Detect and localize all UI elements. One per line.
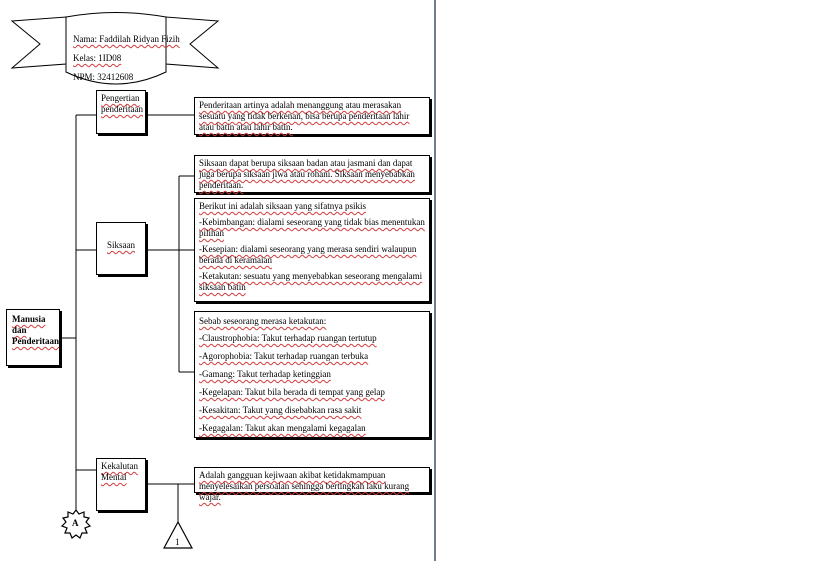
- branch-siksaan-label: Siksaan: [107, 240, 135, 250]
- header-info: [73, 30, 180, 87]
- kekalutan-definition: [194, 467, 430, 502]
- branch-kekalutan: [96, 458, 146, 511]
- workspace-background: [436, 0, 819, 561]
- list-item: -Gamang: Takut terhadap ketinggian: [199, 369, 331, 379]
- list-item: -Agorophobia: Takut terhadap ruangan terbuka: [199, 351, 369, 361]
- branch-siksaan: [96, 222, 146, 275]
- connector-1-label: 1: [175, 537, 180, 547]
- list-item: -Kegelapan: Takut bila berada di tempat yang gelap: [199, 387, 385, 397]
- connector-a-label: A: [72, 518, 79, 528]
- list-item: -Kegagalan: Takut akan mengalami kegagalan: [199, 423, 366, 433]
- psychic-torture-heading: Berikut ini adalah siksaan yang sifatnya psikis: [199, 201, 366, 211]
- fear-causes-heading: Sebab seseorang merasa ketakutan:: [199, 316, 327, 326]
- pengertian-definition: [194, 97, 430, 135]
- psychic-torture-list: [194, 198, 430, 302]
- branch-kekalutan-label: Kekalutan Mental: [101, 461, 138, 482]
- branch-pengertian: [96, 90, 146, 134]
- list-item: -Kebimbangan: dialami seseorang yang tidak bias menentukan pilihan: [199, 217, 425, 238]
- kekalutan-definition-text: Adalah gangguan kejiwaan akibat ketidakmampuan menyelesaikan persoalan sehingga bertingkah laku kurang wajar.: [199, 470, 410, 502]
- list-item: -Kesakitan: Takut yang disebabkan rasa sakit: [199, 405, 362, 415]
- siksaan-definition-text: Siksaan dapat berupa siksaan badan atau jasmani dan dapat juga berupa siksaan jiwa atau rohani. Siksaan menyebabkan penderitaan.: [199, 158, 415, 190]
- student-class: Kelas: 1ID08: [73, 53, 122, 63]
- student-npm: NPM: 32412608: [73, 72, 134, 82]
- pengertian-definition-text: Penderitaan artinya adalah menanggung atau merasakan sesuatu yang tidak berkenan, bisa berupa penderitaan lahir atau batin atau lahir batin.: [199, 100, 410, 132]
- fear-causes-list: [194, 311, 430, 438]
- list-item: -Claustrophobia: Takut terhadap ruangan tertutup: [199, 333, 377, 343]
- list-item: -Ketakutan: sesuatu yang menyebabkan seseorang mengalami siksaan batin: [199, 271, 423, 292]
- root-label: Manusia dan Penderitaan: [12, 314, 59, 346]
- student-name: Nama: Faddilah Ridyan Fizih: [73, 34, 180, 44]
- branch-pengertian-label: Pengertian penderitaan: [101, 93, 143, 114]
- siksaan-definition: [194, 155, 430, 193]
- root-node: [6, 309, 60, 366]
- list-item: -Kesepian: dialami seseorang yang merasa sendiri walaupun berada di keramaian: [199, 244, 417, 265]
